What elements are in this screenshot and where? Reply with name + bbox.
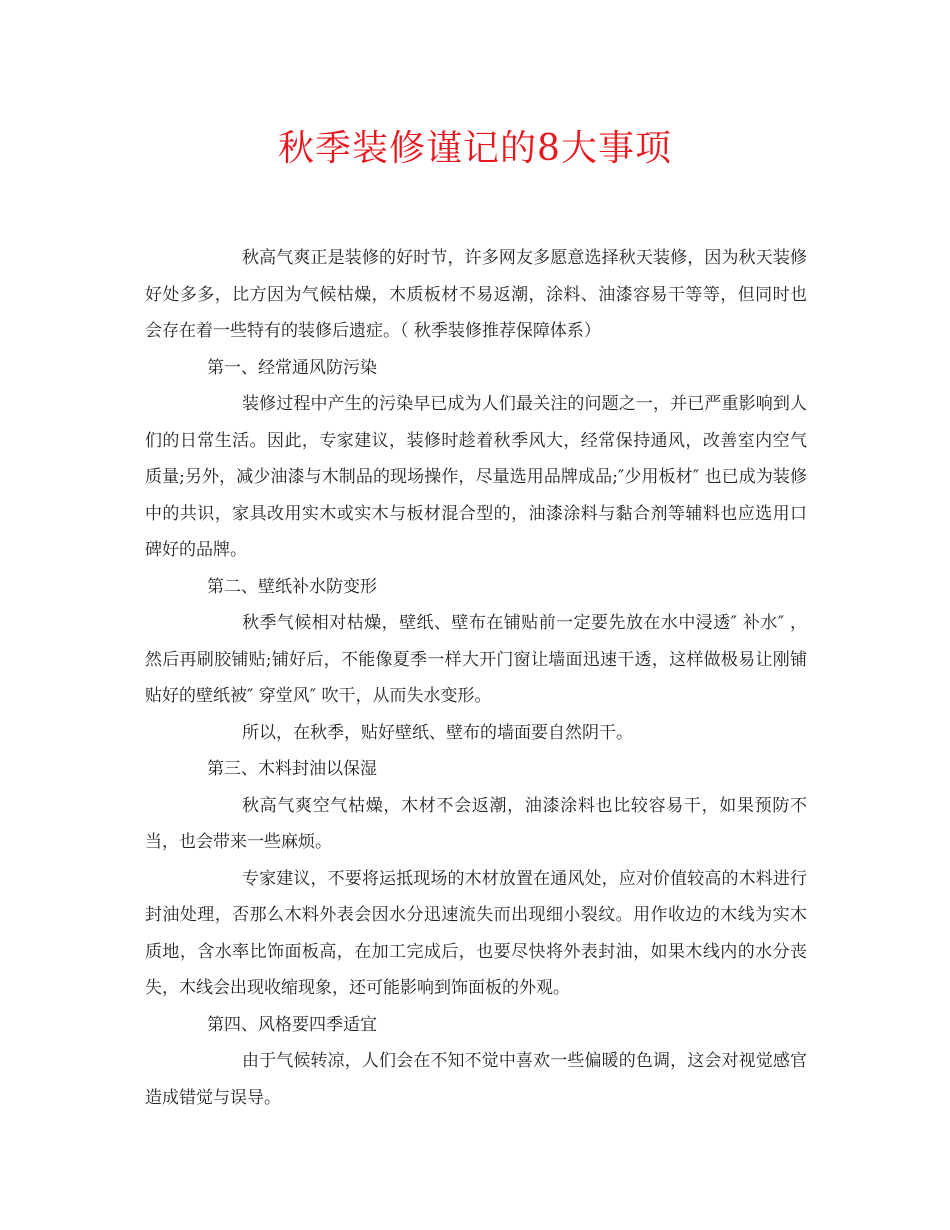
section-heading: 第二、壁纸补水防变形: [207, 576, 377, 597]
body-paragraph: 秋季气候相对枯燥，壁纸、壁布在铺贴前一定要先放在水中浸透″ 补水″ ，然后再刷胶铺贴;铺好后，不能像夏季一样大开门窗让墙面迅速干透，这样做极易让刚铺贴好的壁纸被″ 穿堂风″ 吹干，从而失水变形。: [145, 613, 807, 706]
document-body: [145, 240, 807, 1116]
body-paragraph: 专家建议，不要将运抵现场的木材放置在通风处，应对价值较高的木料进行封油处理，否那么木料外表会因水分迅速流失而出现细小裂纹。用作收边的木线为实木质地，含水率比饰面板高，在加工完成后，也要尽快将外表封油，如果木线内的水分丧失，木线会出现收缩现象，还可能影响到饰面板的外观。: [145, 868, 807, 998]
body-paragraph: 由于气候转凉，人们会在不知不觉中喜欢一些偏暖的色调，这会对视觉感官造成错觉与误导。: [145, 1051, 807, 1108]
body-paragraph: 秋高气爽空气枯燥，木材不会返潮，油漆涂料也比较容易干，如果预防不当，也会带来一些麻烦。: [145, 795, 807, 852]
body-paragraph: 所以，在秋季，贴好壁纸、壁布的墙面要自然阴干。: [242, 722, 633, 743]
section-heading: 第四、风格要四季适宜: [207, 1014, 377, 1035]
body-paragraph: 秋高气爽正是装修的好时节，许多网友多愿意选择秋天装修，因为秋天装修好处多多，比方因为气候枯燥，木质板材不易返潮，涂料、油漆容易干等等，但同时也会存在着一些特有的装修后遗症。（ 秋季装修推荐保障体系）: [145, 248, 807, 341]
section-heading: 第三、木料封油以保湿: [207, 759, 377, 779]
document-title: 秋季装修谨记的8大事项: [278, 128, 672, 169]
section-heading: 第一、经常通风防污染: [207, 357, 377, 378]
body-paragraph: 装修过程中产生的污染早已成为人们最关注的问题之一，并已严重影响到人们的日常生活。因此，专家建议，装修时趁着秋季风大，经常保持通风，改善室内空气质量;另外，减少油漆与木制品的现场操作，尽量选用品牌成品;″少用板材″ 也已成为装修中的共识，家具改用实木或实木与板材混合型的，油漆涂料与黏合剂等辅料也应选用口碑好的品牌。: [145, 394, 807, 560]
